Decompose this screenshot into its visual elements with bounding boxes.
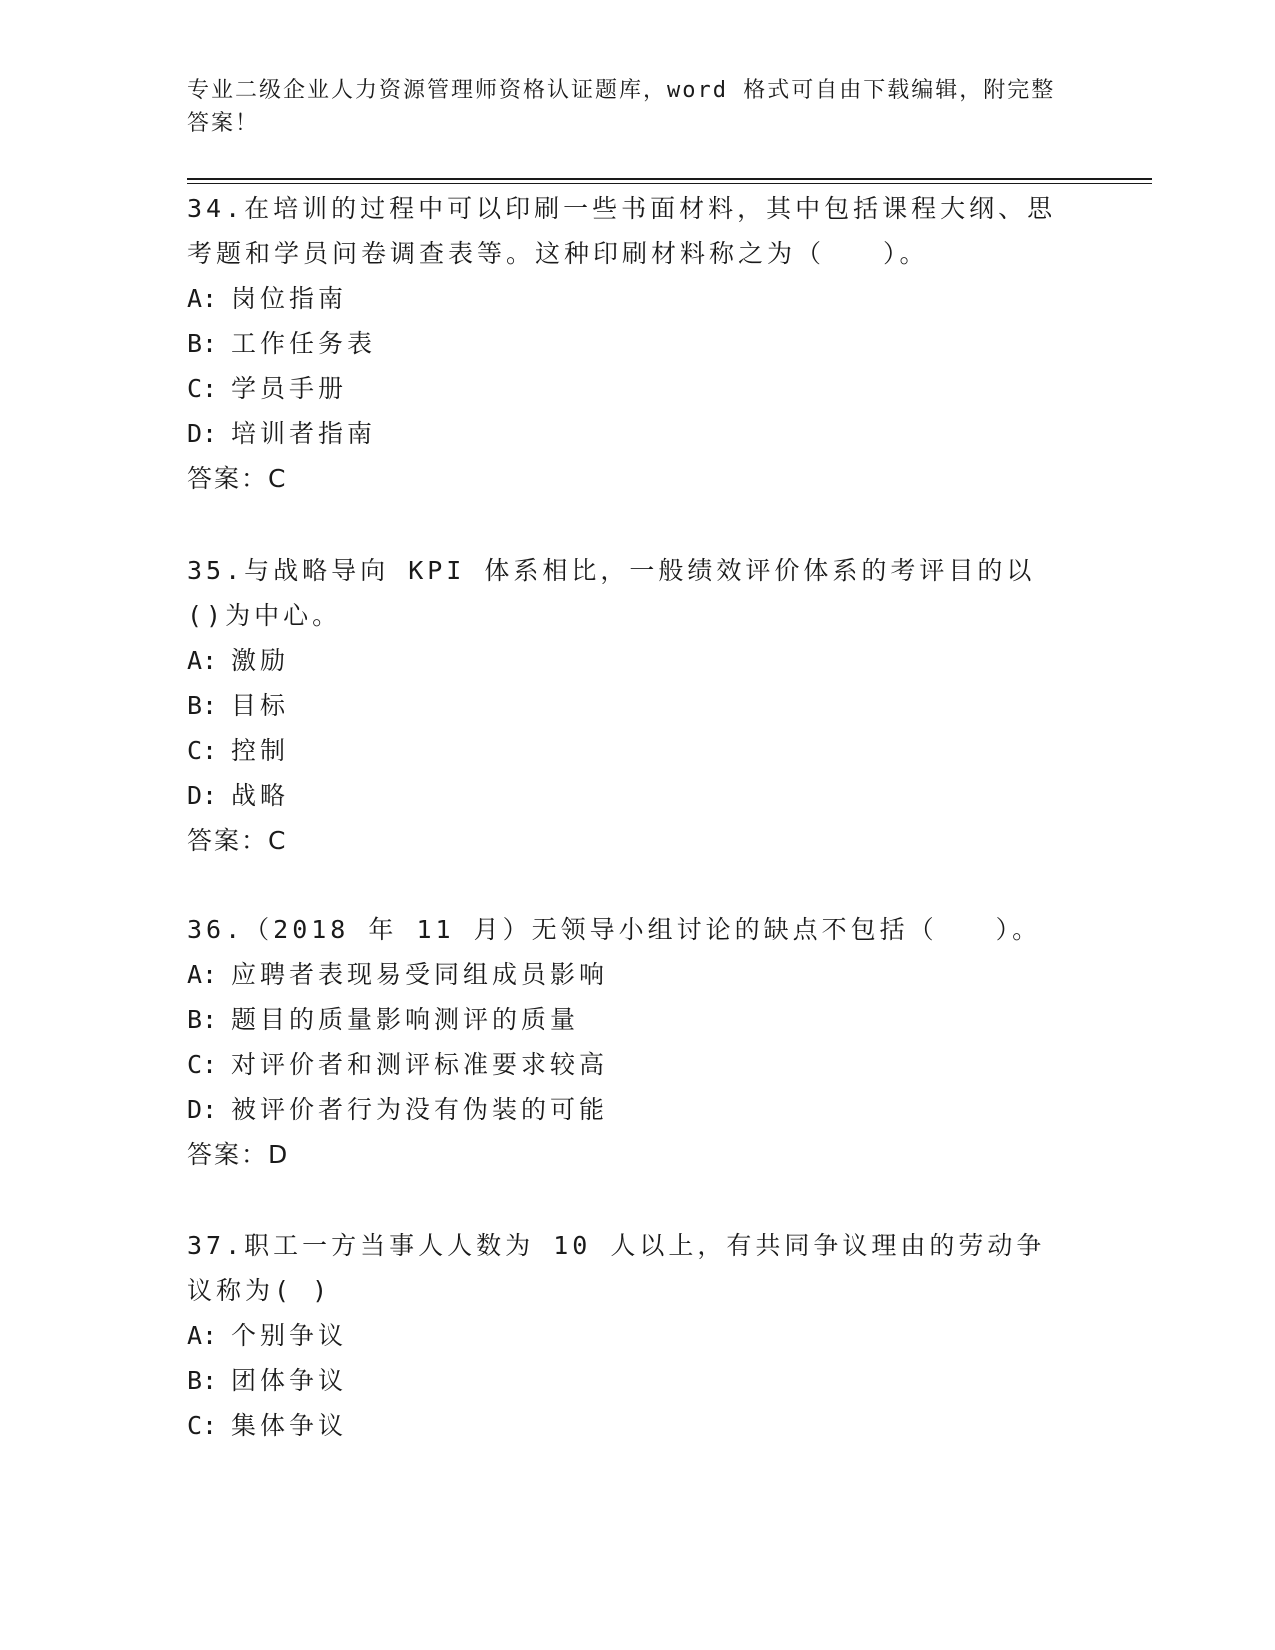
option-d: [187, 411, 1067, 456]
option-key: B:: [187, 691, 218, 720]
option-key: C:: [187, 1411, 218, 1440]
answer-line: 答案：C: [187, 826, 288, 855]
option-b: [187, 683, 1067, 728]
option-d: [187, 773, 1067, 818]
option-key: A:: [187, 960, 218, 989]
option-a: [187, 1313, 1067, 1358]
option-text: 岗位指南: [231, 284, 348, 313]
option-b: [187, 1358, 1067, 1403]
option-text: 团体争议: [231, 1366, 348, 1395]
question-35: [187, 548, 1067, 863]
option-c: [187, 1403, 1067, 1448]
header-divider-thin: [187, 183, 1152, 184]
option-key: B:: [187, 1005, 218, 1034]
option-text: 目标: [231, 691, 290, 720]
question-34: [187, 186, 1067, 501]
option-text: 题目的质量影响测评的质量: [231, 1005, 580, 1034]
option-text: 培训者指南: [231, 419, 377, 448]
option-text: 激励: [231, 646, 290, 675]
header-divider-thick: [187, 178, 1152, 180]
option-text: 控制: [231, 736, 290, 765]
question-stem: 36.（2018 年 11 月）无领导小组讨论的缺点不包括（ ）。: [187, 915, 1042, 944]
option-text: 学员手册: [231, 374, 348, 403]
option-a: [187, 952, 1067, 997]
option-key: C:: [187, 736, 218, 765]
option-text: 工作任务表: [231, 329, 377, 358]
option-a: [187, 276, 1067, 321]
option-key: B:: [187, 329, 218, 358]
option-text: 个别争议: [231, 1321, 348, 1350]
option-b: [187, 997, 1067, 1042]
option-text: 被评价者行为没有伪装的可能: [231, 1095, 609, 1124]
option-c: [187, 366, 1067, 411]
question-stem: 37.职工一方当事人人数为 10 人以上，有共同争议理由的劳动争议称为( ): [187, 1231, 1046, 1305]
question-stem: 34.在培训的过程中可以印刷一些书面材料，其中包括课程大纲、思考题和学员问卷调查表等。这种印刷材料称之为（ ）。: [187, 194, 1057, 268]
option-key: A:: [187, 284, 218, 313]
option-text: 对评价者和测评标准要求较高: [231, 1050, 609, 1079]
question-37: [187, 1223, 1067, 1448]
option-c: [187, 1042, 1067, 1087]
option-key: D:: [187, 781, 218, 810]
document-header: 专业二级企业人力资源管理师资格认证题库，word 格式可自由下载编辑，附完整答案！: [187, 78, 1056, 136]
option-key: B:: [187, 1366, 218, 1395]
option-key: D:: [187, 1095, 218, 1124]
option-text: 集体争议: [231, 1411, 348, 1440]
option-key: A:: [187, 646, 218, 675]
option-key: C:: [187, 374, 218, 403]
option-key: A:: [187, 1321, 218, 1350]
option-key: C:: [187, 1050, 218, 1079]
answer-line: 答案：D: [187, 1140, 290, 1169]
option-text: 应聘者表现易受同组成员影响: [231, 960, 609, 989]
answer-line: 答案：C: [187, 464, 288, 493]
question-stem: 35.与战略导向 KPI 体系相比，一般绩效评价体系的考评目的以()为中心。: [187, 556, 1036, 630]
option-a: [187, 638, 1067, 683]
option-text: 战略: [231, 781, 290, 810]
option-c: [187, 728, 1067, 773]
option-key: D:: [187, 419, 218, 448]
option-d: [187, 1087, 1067, 1132]
option-b: [187, 321, 1067, 366]
question-36: [187, 907, 1067, 1177]
